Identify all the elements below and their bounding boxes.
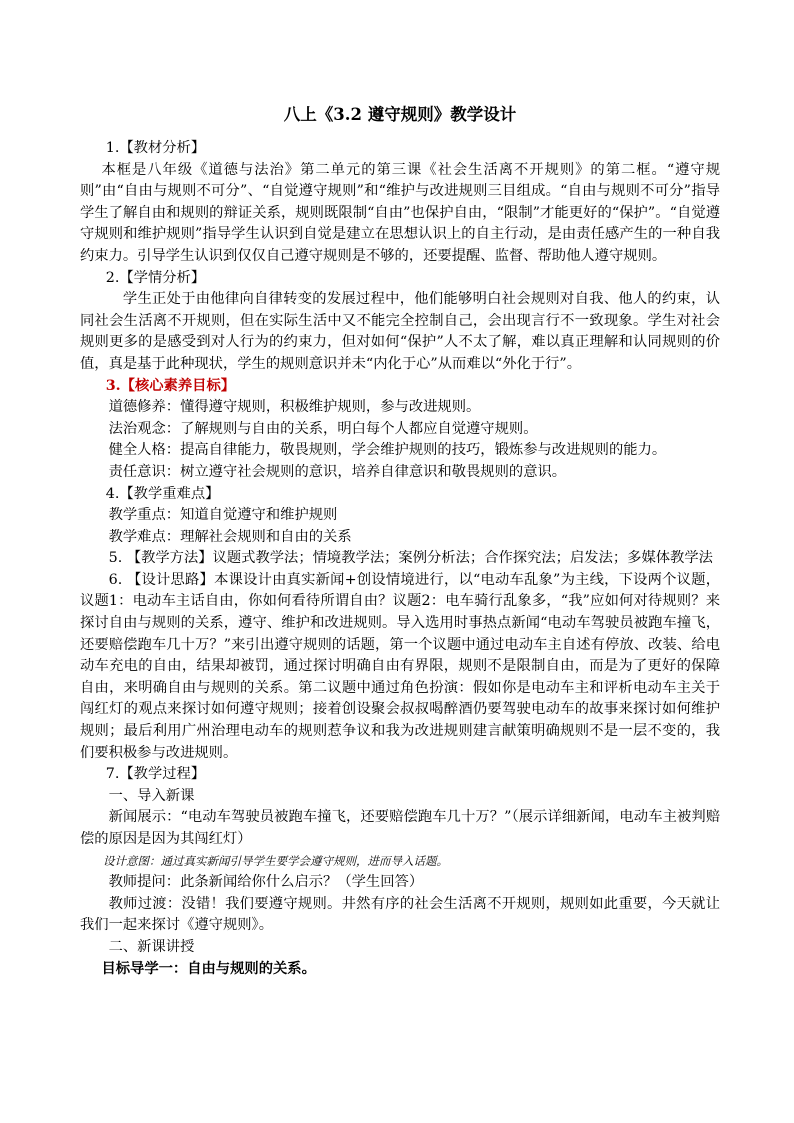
news-display: 新闻展示：“电动车驾驶员被跑车撞飞，还要赔偿跑车几十万？”（展示详细新闻，电动车主被判赔偿的原因是因为其闯红灯） [80,809,720,847]
section-heading-3: 3.【核心素养目标】 [105,377,236,394]
goal-item: 责任意识：树立遵守社会规则的意识，培养自律意识和敬畏规则的意识。 [108,463,567,480]
design-intent: 设计意图：通过真实新闻引导学生要学会遵守规则，进而导入话题。 [103,853,448,868]
goal-item: 法治观念：了解规则与自由的关系，明白每个人都应自觉遵守规则。 [108,420,538,437]
section-heading-2: 2.【学情分析】 [105,269,206,286]
teacher-question: 教师提问：此条新闻给你什么启示？（学生回答） [108,874,424,891]
section-5-methods: 5. 【教学方法】议题式教学法；情境教学法；案例分析法；合作探究法；启发法；多媒体教学法 [108,550,713,567]
difficult-point: 教学难点：理解社会规则和自由的关系 [108,528,352,545]
section-6-design: 6. 【设计思路】本课设计由真实新闻+创设情境进行，以“电动车乱象”为主线，下设两个议题，议题1：电动车主话自由，你如何看待所谓自由？议题2：电车骑行乱象多，“我”应如何对待规则？来探讨自由与规则的关系，遵守、维护和改进规则。导入选用时事热点新闻“电动车驾驶员被跑车撞飞，还要赔偿跑车几十万？”来引出遵守规则的话题，第一个议题中通过电动车主自述有停放、改装、给电动车充电的自由，结果却被罚，通过探讨明确自由有界限，规则不是限制自由，而是为了更好的保障自由，来明确自由与规则的关系。第二议题中通过角色扮演：假如你是电动车主和评析电动车主关于闯红灯的观点来探讨如何遵守规则；接着创设聚会叔叔喝醉酒仍要驾驶电动车的故事来探讨如何维护规则；最后利用广州治理电动车的规则惹争议和我为改进规则建言献策明确规则不是一层不变的，我们要积极参与改进规则。 [80,571,720,761]
part-2-heading: 二、新课讲授 [108,938,195,955]
section-heading-1: 1.【教材分析】 [105,140,206,156]
goal-guide-1: 目标导学一：自由与规则的关系。 [101,960,316,977]
key-point: 教学重点：知道自觉遵守和维护规则 [108,507,338,524]
section-heading-7: 7.【教学过程】 [105,766,206,783]
goal-item: 道德修养：懂得遵守规则，积极维护规则，参与改进规则。 [108,399,481,416]
section-body-1: 本框是八年级《道德与法治》第二单元的第三课《社会生活离不开规则》的第二框。“遵守规则”由“自由与规则不可分”、“自觉遵守规则”和“维护与改进规则三目组成。“自由与规则不可分”指导学生了解自由和规则的辩证关系，规则既限制“自由”也保护自由，“限制”才能更好的“保护”。“自觉遵守规则和维护规则”指导学生认识到自觉是建立在思想认识上的自主行动，是由责任感产生的一种自我约束力。引导学生认识到仅仅自己遵守规则是不够的，还要提醒、监督、帮助他人遵守规则。 [80,161,720,264]
document-body [80,104,720,980]
section-heading-4: 4.【教学重难点】 [105,485,220,502]
section-body-2: 学生正处于由他律向自律转变的发展过程中，他们能够明白社会规则对自我、他人的约束，认同社会生活离不开规则，但在实际生活中又不能完全控制自己，会出现言行不一致现象。学生对社会规则更多的是感受到对人行为的约束力，但对如何“保护”人不太了解，难以真正理解和认同规则的价值，真是基于此种现状，学生的规则意识并未“内化于心”从而难以“外化于行”。 [80,291,720,372]
page-title: 八上《3.2 遵守规则》教学设计 [283,105,517,124]
teacher-transition: 教师过渡：没错！我们要遵守规则。井然有序的社会生活离不开规则，规则如此重要，今天就让我们一起来探讨《遵守规则》。 [80,895,720,934]
goal-item: 健全人格：提高自律能力，敬畏规则，学会维护规则的技巧，锻炼参与改进规则的能力。 [108,442,667,459]
part-1-heading: 一、导入新课 [108,787,195,804]
